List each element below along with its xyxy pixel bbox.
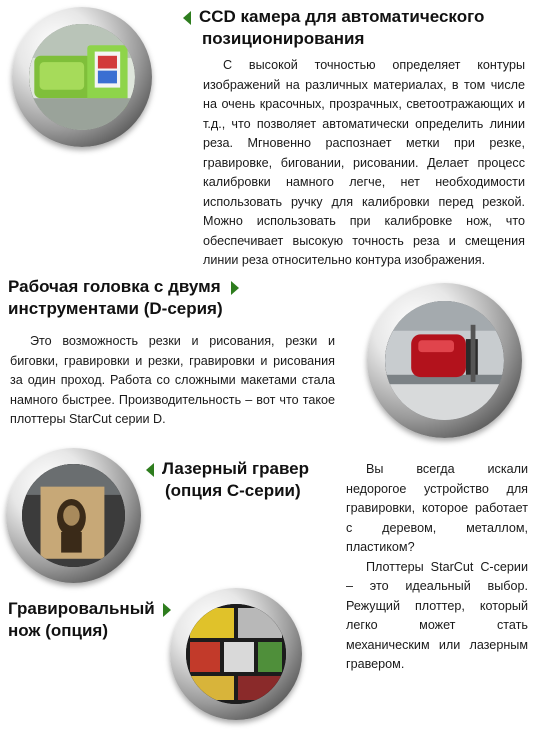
dual-head-image-frame xyxy=(367,283,522,438)
arrow-right-icon xyxy=(163,603,171,617)
ccd-camera-title-line1: CCD камера для автоматического xyxy=(199,7,485,26)
ccd-camera-photo xyxy=(29,24,135,130)
dual-head-paragraph: Это возможность резки и рисования, резки и биговки, гравировки и резки, гравировки и рисования за один проход. Работа со сложными макетами стала намного быстрее. Производительность – вот что такое плоттеры StarCut серии D. xyxy=(10,334,335,426)
ccd-camera-description xyxy=(203,56,525,271)
dual-head-title-line2: инструментами (D-серия) xyxy=(8,299,223,318)
dual-head-heading xyxy=(8,276,288,320)
ccd-camera-image-frame xyxy=(12,7,152,147)
dual-head-description xyxy=(10,332,335,430)
dual-head-title-line1: Рабочая головка с двумя xyxy=(8,277,221,296)
laser-engraver-description xyxy=(346,460,528,675)
engraving-knife-heading xyxy=(8,598,198,642)
laser-engraver-paragraph-1: Вы всегда искали недорогое устройство для гравировки, которое работает с деревом, металлом, пластиком? xyxy=(346,462,528,554)
engraving-knife-photo xyxy=(186,604,286,704)
laser-engraver-title-line1: Лазерный гравер xyxy=(162,459,310,478)
arrow-left-icon xyxy=(183,11,191,25)
arrow-right-icon xyxy=(231,281,239,295)
laser-engraver-title-line2: (опция С-серии) xyxy=(165,481,301,500)
arrow-left-icon xyxy=(146,463,154,477)
engraving-knife-title-line1: Гравировальный xyxy=(8,599,155,618)
laser-engraver-image-frame xyxy=(6,448,141,583)
engraving-knife-title-line2: нож (опция) xyxy=(8,621,108,640)
laser-engraver-photo xyxy=(22,464,125,567)
laser-engraver-paragraph-2: Плоттеры StarCut C-серии – это идеальный выбор. Режущий плоттер, который легко может стать механическим или лазерным гравером. xyxy=(346,559,528,671)
ccd-camera-heading xyxy=(183,6,523,50)
dual-head-photo xyxy=(385,301,504,420)
ccd-camera-paragraph: С высокой точностью определяет контуры изображений на различных материалах, в том числе на очень красочных, прозрачных, светоотражающих и т.д., что позволяет автоматически определить линии реза. Мгновенно распознает метки при резке, гравировке, биговании, рисовании. Делает процесс калибровки намного легче, нет необходимости использовать ручку для калибровки перед резкой. Можно использовать при калибровке нож, что обеспечивает высокую точность реза и смещения линии реза относительно контура изображения. xyxy=(203,58,525,267)
ccd-camera-title-line2: позиционирования xyxy=(202,29,365,48)
engraving-knife-image-frame xyxy=(170,588,302,720)
laser-engraver-heading xyxy=(146,458,336,502)
